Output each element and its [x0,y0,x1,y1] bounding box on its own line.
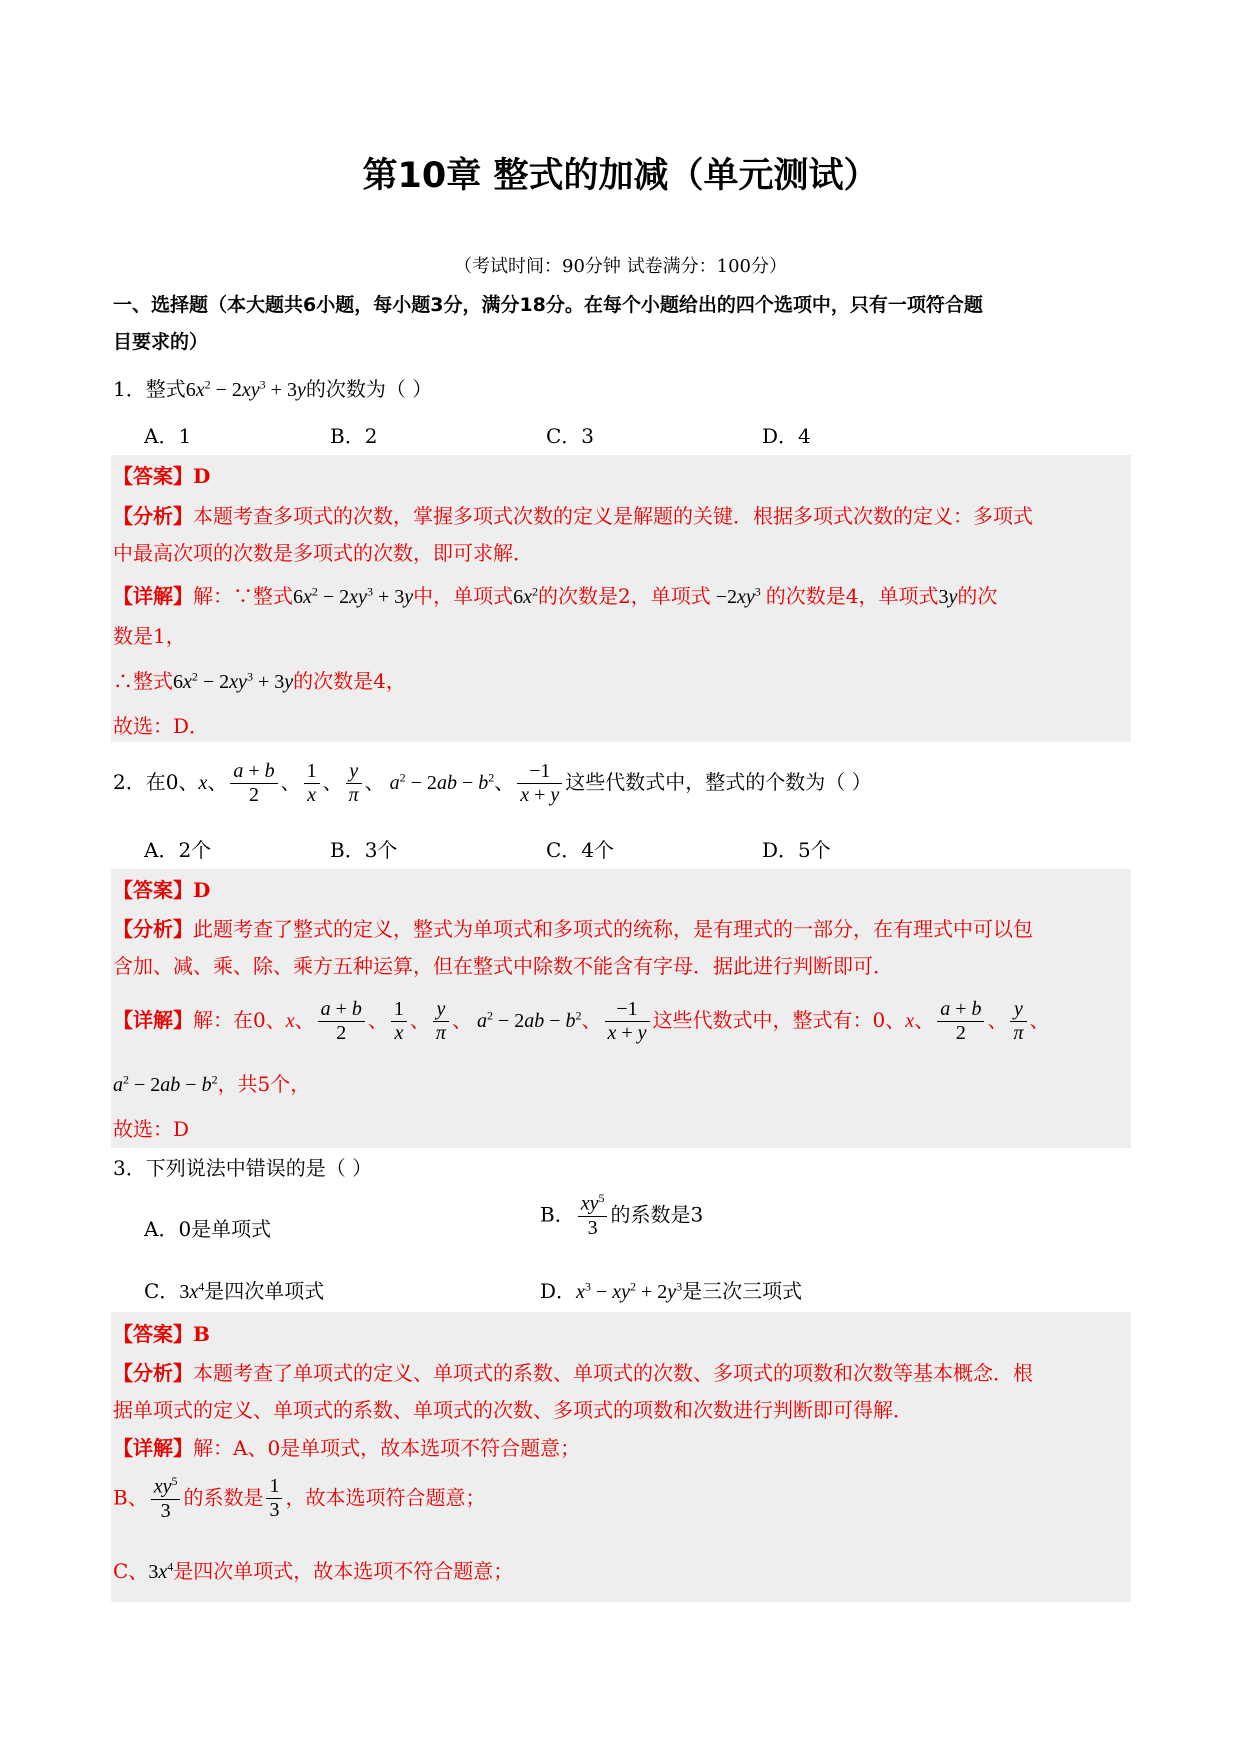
q3-option-d: D．$x^3 - xy^2 + 2y^3$是三次三项式 [540,1279,803,1303]
q2-option-d: D．5个 [762,838,831,862]
q1-option-d: D．4 [762,424,811,448]
q2-analysis: 【分析】此题考查了整式的定义，整式为单项式和多项式的统称，是有理式的一部分，在有理式中可以包 [113,917,1033,941]
q2-answer: 【答案】D [113,878,211,902]
q3-option-b: B． $\frac{xy^5}{3}$ 的系数是3 [540,1191,704,1239]
q3-option-a: A．0是单项式 [144,1217,272,1241]
q2-option-b: B．3个 [330,838,398,862]
q3-option-c: C．$3x^4$是四次单项式 [144,1279,325,1303]
page-title: 第10章 整式的加减（单元测试） [362,156,879,196]
q2-option-a: A．2个 [144,838,212,862]
q1-analysis-cont: 中最高次项的次数是多项式的次数，即可求解． [113,541,533,565]
q3-detail-c: C、$3x^4$是四次单项式，故本选项不符合题意； [113,1559,514,1583]
q1-option-b: B．2 [330,424,378,448]
q1-choice: 故选：D． [113,714,210,738]
q2-choice: 故选：D [113,1117,190,1141]
q1-answer: 【答案】D [113,464,211,488]
q3-analysis-cont: 据单项式的定义、单项式的系数、单项式的次数、多项式的项数和次数进行判断即可得解． [113,1398,913,1422]
question-2-stem: 2．在0、x、 $\frac{a + b}{2}$ 、 $\frac{1}{x}$ 、 $\frac{y}{\pi}$ 、 $a^2 - 2ab - b^2$、 $\frac{-1}{x + y}$ 这些代数式中，整式的个数为（ ） [113,760,872,806]
q3-detail-b: B、 $\frac{xy^5}{3}$ 的系数是 $\frac{1}{3}$ ，故本选项符合题意； [113,1474,486,1522]
q1-option-c: C．3 [546,424,595,448]
question-1-stem: 1．整式$6x^2 - 2xy^3 + 3y$的次数为（ ） [113,377,433,401]
exam-info: （考试时间：90分钟 试卷满分：100分） [454,256,787,277]
question-3-stem: 3．下列说法中错误的是（ ） [113,1156,373,1180]
q2-option-c: C．4个 [546,838,615,862]
section-heading-cont: 目要求的） [113,331,209,353]
q1-detail-cont: 数是1， [113,624,186,648]
q1-option-a: A．1 [144,424,192,448]
q3-answer: 【答案】B [113,1322,210,1346]
q2-analysis-cont: 含加、减、乘、除、乘方五种运算，但在整式中除数不能含有字母．据此进行判断即可． [113,954,893,978]
q2-detail-cont: $a^2 - 2ab - b^2$，共5个， [113,1072,311,1096]
section-heading: 一、选择题（本大题共6小题，每小题3分，满分18分。在每个小题给出的四个选项中，只有一项符合题 [113,294,983,316]
q1-therefore: ∴整式$6x^2 - 2xy^3 + 3y$的次数是4， [113,669,406,693]
q3-detail-a: 【详解】解：A、0是单项式，故本选项不符合题意； [113,1436,581,1460]
q1-analysis: 【分析】本题考查多项式的次数，掌握多项式次数的定义是解题的关键．根据多项式次数的定义：多项式 [113,504,1033,528]
q2-detail: 【详解】解：在0、x、 $\frac{a + b}{2}$ 、 $\frac{1}{x}$ 、 $\frac{y}{\pi}$ 、 $a^2 - 2ab - b^2$、 $\frac{-1}{x + y}$ 这些代数式中，整式有：0、x、 $\frac{a + b}{2}$ 、 $\frac{y}{\pi}$ 、 [113,998,1050,1044]
q1-detail: 【详解】解：∵整式$6x^2 - 2xy^3 + 3y$中，单项式$6x^2$的次数是2，单项式 $-2xy^3$ 的次数是4，单项式3y的次 [113,584,998,608]
q3-analysis: 【分析】本题考查了单项式的定义、单项式的系数、单项式的次数、多项式的项数和次数等基本概念．根 [113,1361,1033,1385]
